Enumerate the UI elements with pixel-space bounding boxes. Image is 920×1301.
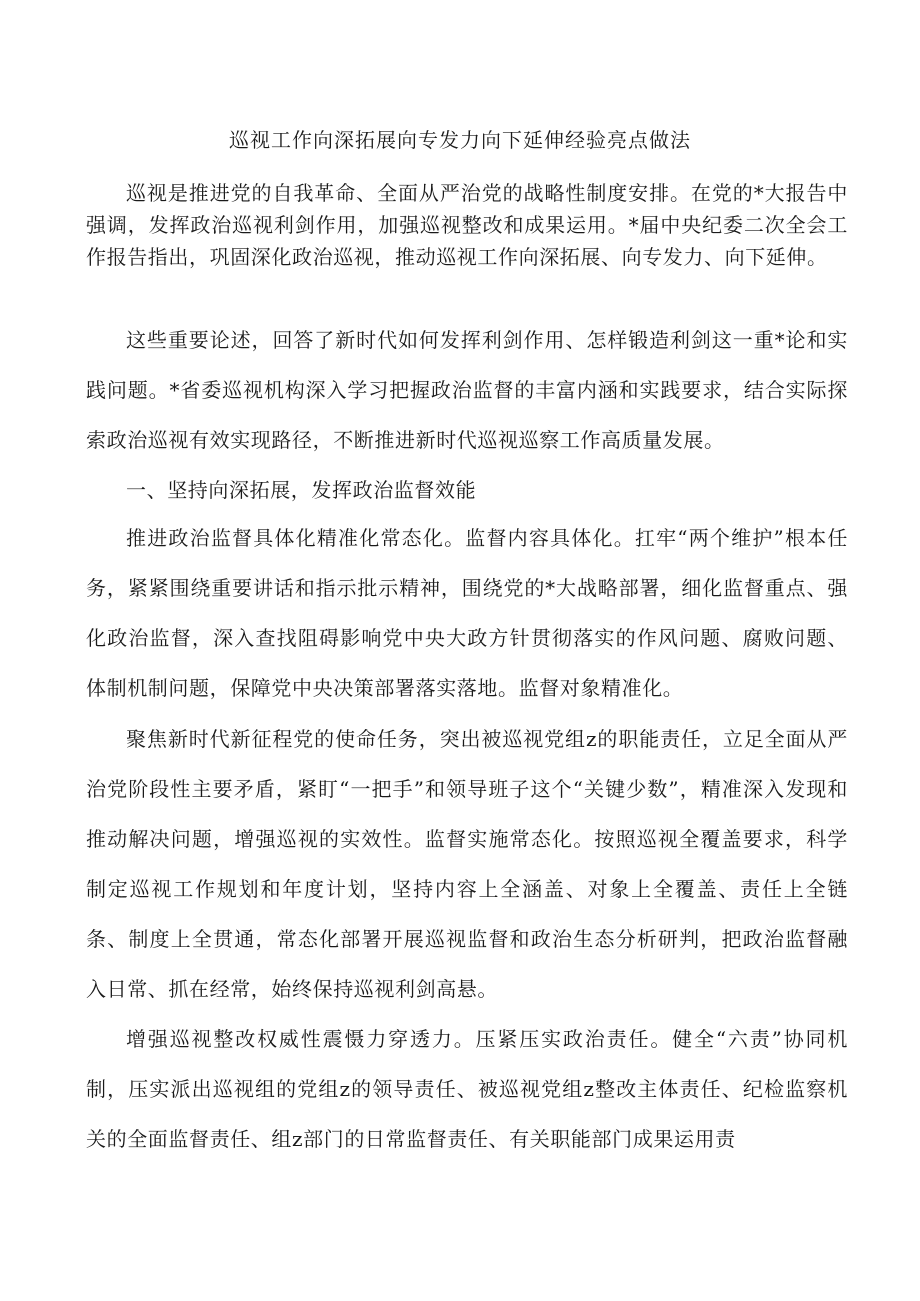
- paragraph-political-supervision: 推进政治监督具体化精准化常态化。监督内容具体化。扛牢“两个维护”根本任务，紧紧围绕重要讲话和指示批示精神，围绕党的*大战略部署，细化监督重点、强化政治监督，深入查找阻碍影响党中央大政方针贯彻落实的作风问题、腐败问题、体制机制问题，保障党中央决策部署落实落地。监督对象精准化。: [86, 526, 848, 700]
- paragraph-intro: 巡视是推进党的自我革命、全面从严治党的战略性制度安排。在党的*大报告中强调，发挥政治巡视利剑作用，加强巡视整改和成果运用。*届中央纪委二次全会工作报告指出，巩固深化政治巡视，推动巡视工作向深拓展、向专发力、向下延伸。: [86, 181, 848, 269]
- document-title: 巡视工作向深拓展向专发力向下延伸经验亮点做法: [229, 128, 691, 152]
- paragraph-mission-focus: 聚焦新时代新征程党的使命任务，突出被巡视党组z的职能责任，立足全面从严治党阶段性主要矛盾，紧盯“一把手”和领导班子这个“关键少数”，精准深入发现和推动解决问题，增强巡视的实效性。监督实施常态化。按照巡视全覆盖要求，科学制定巡视工作规划和年度计划，坚持内容上全涵盖、对象上全覆盖、责任上全链条、制度上全贯通，常态化部署开展巡视监督和政治生态分析研判，把政治监督融入日常、抓在经常，始终保持巡视利剑高悬。: [86, 727, 848, 1001]
- paragraph-discussion: 这些重要论述，回答了新时代如何发挥利剑作用、怎样锻造利剑这一重*论和实践问题。*省委巡视机构深入学习把握政治监督的丰富内涵和实践要求，结合实际探索政治巡视有效实现路径，不断推进新时代巡视巡察工作高质量发展。: [86, 328, 848, 452]
- paragraph-rectification: 增强巡视整改权威性震慑力穿透力。压紧压实政治责任。健全“六责”协同机制，压实派出巡视组的党组z的领导责任、被巡视党组z整改主体责任、纪检监察机关的全面监督责任、组z部门的日常监督责任、有关职能部门成果运用责: [86, 1027, 848, 1151]
- section-heading-1: 一、坚持向深拓展，发挥政治监督效能: [126, 478, 477, 502]
